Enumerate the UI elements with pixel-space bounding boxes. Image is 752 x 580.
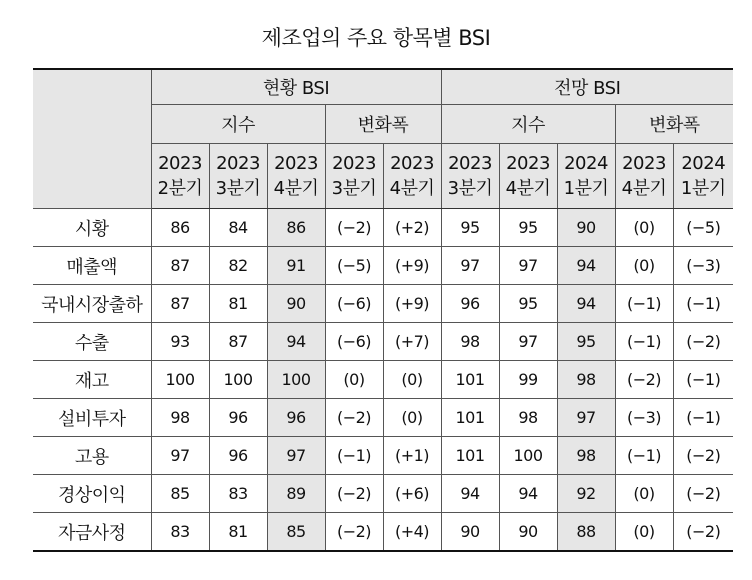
period-year: 2023 xyxy=(274,153,318,174)
period-header-8 xyxy=(557,144,615,209)
row-label: 시황 xyxy=(33,209,151,247)
row-label: 수출 xyxy=(33,323,151,361)
table-cell: 83 xyxy=(209,475,267,513)
period-quarter: 4분기 xyxy=(505,178,551,199)
table-cell: 95 xyxy=(557,323,615,361)
row-label: 자금사정 xyxy=(33,513,151,552)
table-cell: 100 xyxy=(209,361,267,399)
table-cell: 95 xyxy=(499,285,557,323)
table-cell: (+7) xyxy=(383,323,441,361)
period-quarter: 4분기 xyxy=(621,178,667,199)
period-quarter: 1분기 xyxy=(563,178,609,199)
table-cell: 82 xyxy=(209,247,267,285)
table-cell: 97 xyxy=(267,437,325,475)
table-cell: 98 xyxy=(441,323,499,361)
row-label: 국내시장출하 xyxy=(33,285,151,323)
table-cell: 97 xyxy=(557,399,615,437)
table-cell: 88 xyxy=(557,513,615,552)
table-cell: 96 xyxy=(209,399,267,437)
table-cell: (0) xyxy=(383,399,441,437)
period-header-3 xyxy=(267,144,325,209)
corner-header-cell xyxy=(33,69,151,209)
table-cell: (0) xyxy=(383,361,441,399)
table-cell: 89 xyxy=(267,475,325,513)
table-cell: 81 xyxy=(209,513,267,552)
table-cell: (+2) xyxy=(383,209,441,247)
table-cell: (0) xyxy=(615,475,673,513)
subheader-outlook-index: 지수 xyxy=(441,105,615,144)
table-cell: 96 xyxy=(209,437,267,475)
period-header-7 xyxy=(499,144,557,209)
period-quarter: 3분기 xyxy=(215,178,261,199)
table-row xyxy=(33,323,733,361)
table-cell: 90 xyxy=(557,209,615,247)
table-cell: 91 xyxy=(267,247,325,285)
bsi-table xyxy=(33,68,733,552)
table-cell: 101 xyxy=(441,399,499,437)
row-label: 설비투자 xyxy=(33,399,151,437)
row-label: 고용 xyxy=(33,437,151,475)
table-cell: 86 xyxy=(267,209,325,247)
table-cell: (−5) xyxy=(673,209,733,247)
table-cell: (−6) xyxy=(325,285,383,323)
period-quarter: 4분기 xyxy=(273,178,319,199)
table-cell: (−1) xyxy=(673,361,733,399)
table-cell: 98 xyxy=(499,399,557,437)
table-cell: (−1) xyxy=(673,285,733,323)
period-header-1 xyxy=(151,144,209,209)
table-cell: 95 xyxy=(499,209,557,247)
table-cell: 83 xyxy=(151,513,209,552)
table-cell: 94 xyxy=(441,475,499,513)
table-cell: 96 xyxy=(441,285,499,323)
table-cell: 94 xyxy=(557,247,615,285)
table-cell: 100 xyxy=(267,361,325,399)
period-quarter: 2분기 xyxy=(157,178,203,199)
table-cell: 87 xyxy=(151,247,209,285)
table-row xyxy=(33,475,733,513)
table-cell: 101 xyxy=(441,437,499,475)
period-quarter: 1분기 xyxy=(680,178,726,199)
table-cell: (−2) xyxy=(673,437,733,475)
table-cell: 92 xyxy=(557,475,615,513)
period-year: 2023 xyxy=(448,153,492,174)
row-label: 재고 xyxy=(33,361,151,399)
table-cell: (−1) xyxy=(615,323,673,361)
table-row xyxy=(33,361,733,399)
table-cell: (0) xyxy=(615,247,673,285)
table-cell: 96 xyxy=(267,399,325,437)
period-header-6 xyxy=(441,144,499,209)
table-cell: 97 xyxy=(499,323,557,361)
chart-title: 제조업의 주요 항목별 BSI xyxy=(261,26,491,50)
table-cell: (+9) xyxy=(383,285,441,323)
period-year: 2023 xyxy=(390,153,434,174)
period-header-2 xyxy=(209,144,267,209)
row-label: 매출액 xyxy=(33,247,151,285)
table-cell: 100 xyxy=(499,437,557,475)
row-label: 경상이익 xyxy=(33,475,151,513)
period-year: 2024 xyxy=(681,153,726,174)
table-cell: 97 xyxy=(441,247,499,285)
table-cell: 101 xyxy=(441,361,499,399)
table-cell: (−3) xyxy=(615,399,673,437)
table-cell: (+6) xyxy=(383,475,441,513)
table-cell: (−2) xyxy=(325,475,383,513)
period-year: 2023 xyxy=(622,153,666,174)
table-cell: (−2) xyxy=(325,209,383,247)
period-year: 2024 xyxy=(564,153,608,174)
subheader-current-change: 변화폭 xyxy=(325,105,441,144)
table-cell: 98 xyxy=(557,361,615,399)
table-cell: (−2) xyxy=(673,513,733,552)
table-cell: (−1) xyxy=(615,285,673,323)
table-cell: 94 xyxy=(557,285,615,323)
table-cell: 95 xyxy=(441,209,499,247)
table-row xyxy=(33,437,733,475)
period-quarter: 3분기 xyxy=(331,178,377,199)
table-cell: 84 xyxy=(209,209,267,247)
subheader-current-index: 지수 xyxy=(151,105,325,144)
period-year: 2023 xyxy=(158,153,202,174)
group-header-outlook: 전망 BSI xyxy=(441,69,733,105)
table-cell: 94 xyxy=(267,323,325,361)
period-quarter: 3분기 xyxy=(447,178,493,199)
period-year: 2023 xyxy=(332,153,376,174)
table-cell: 97 xyxy=(151,437,209,475)
table-cell: 100 xyxy=(151,361,209,399)
table-cell: 87 xyxy=(209,323,267,361)
subheader-outlook-change: 변화폭 xyxy=(615,105,733,144)
table-row xyxy=(33,209,733,247)
table-row xyxy=(33,247,733,285)
table-cell: (−1) xyxy=(673,399,733,437)
table-cell: 87 xyxy=(151,285,209,323)
table-cell: (−3) xyxy=(673,247,733,285)
group-header-current: 현황 BSI xyxy=(151,69,441,105)
table-cell: 93 xyxy=(151,323,209,361)
table-cell: (−5) xyxy=(325,247,383,285)
table-cell: 90 xyxy=(499,513,557,552)
table-cell: (−2) xyxy=(325,399,383,437)
period-year: 2023 xyxy=(216,153,260,174)
period-year: 2023 xyxy=(506,153,550,174)
period-header-10 xyxy=(673,144,733,209)
table-cell: 85 xyxy=(151,475,209,513)
table-cell: 98 xyxy=(151,399,209,437)
table-cell: 81 xyxy=(209,285,267,323)
table-cell: (+4) xyxy=(383,513,441,552)
table-cell: 99 xyxy=(499,361,557,399)
table-cell: 86 xyxy=(151,209,209,247)
table-cell: (+1) xyxy=(383,437,441,475)
table-row xyxy=(33,513,733,552)
table-cell: 98 xyxy=(557,437,615,475)
table-cell: (0) xyxy=(615,209,673,247)
table-cell: (−2) xyxy=(325,513,383,552)
table-row xyxy=(33,399,733,437)
table-cell: (0) xyxy=(325,361,383,399)
table-cell: 97 xyxy=(499,247,557,285)
table-cell: (−1) xyxy=(615,437,673,475)
table-cell: (−6) xyxy=(325,323,383,361)
table-cell: (−2) xyxy=(615,361,673,399)
table-row xyxy=(33,285,733,323)
table-cell: 85 xyxy=(267,513,325,552)
table-cell: 94 xyxy=(499,475,557,513)
period-quarter: 4분기 xyxy=(389,178,435,199)
table-cell: (−1) xyxy=(325,437,383,475)
table-cell: (−2) xyxy=(673,475,733,513)
period-header-5 xyxy=(383,144,441,209)
table-cell: (−2) xyxy=(673,323,733,361)
table-cell: (+9) xyxy=(383,247,441,285)
table-cell: 90 xyxy=(267,285,325,323)
table-cell: 90 xyxy=(441,513,499,552)
period-header-9 xyxy=(615,144,673,209)
table-cell: (0) xyxy=(615,513,673,552)
period-header-4 xyxy=(325,144,383,209)
